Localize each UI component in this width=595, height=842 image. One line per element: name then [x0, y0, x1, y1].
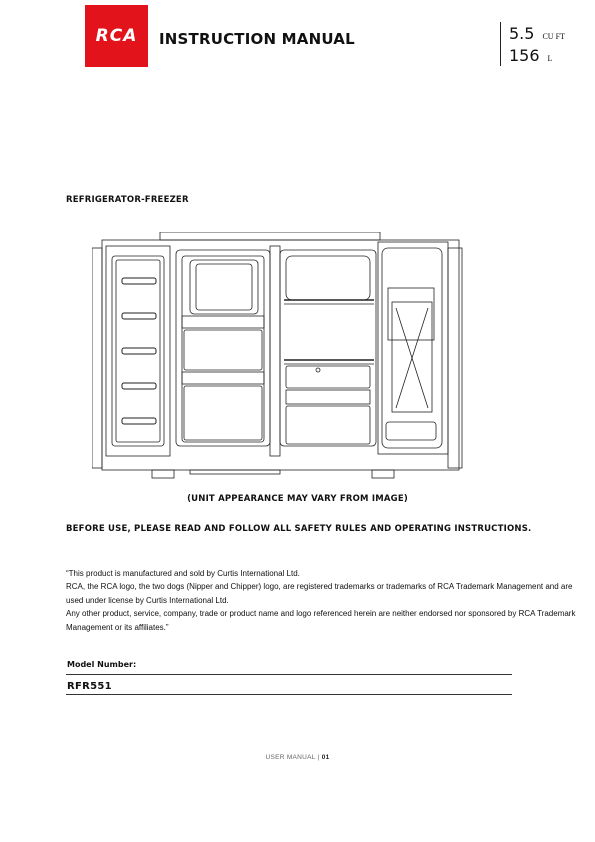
capacity-cuft-unit: CU FT [542, 32, 565, 41]
capacity-cuft [509, 24, 565, 43]
page-title: INSTRUCTION MANUAL [159, 30, 355, 48]
logo-text: RCA [95, 26, 138, 46]
divider [66, 674, 512, 675]
page-number: 01 [321, 754, 330, 761]
refrigerator-illustration [92, 232, 470, 480]
page-footer [0, 754, 595, 761]
capacity-liters-value: 156 [509, 46, 540, 65]
legal-line: Any other product, service, company, trade or product name and logo referenced herein are neither endorsed nor sponsored by RCA Trademark Management or its affiliates.” [66, 609, 576, 632]
capacity-divider [500, 22, 501, 66]
product-type: REFRIGERATOR-FREEZER [66, 195, 189, 205]
capacity-liters-unit: L [547, 54, 553, 63]
legal-line: “This product is manufactured and sold by Curtis International Ltd. [66, 569, 300, 578]
capacity-cuft-value: 5.5 [509, 24, 535, 43]
safety-notice: BEFORE USE, PLEASE READ AND FOLLOW ALL SAFETY RULES AND OPERATING INSTRUCTIONS. [66, 524, 532, 534]
model-number-value: RFR551 [67, 681, 112, 692]
legal-line: RCA, the RCA logo, the two dogs (Nipper and Chipper) logo, are registered trademarks or trademarks of RCA Trademark Management and are used under license by Curtis International Ltd. [66, 582, 573, 605]
capacity-liters [509, 46, 552, 65]
legal-notice [66, 567, 578, 634]
divider [66, 694, 512, 695]
rca-logo [85, 5, 148, 67]
image-caption: (UNIT APPEARANCE MAY VARY FROM IMAGE) [187, 494, 408, 504]
model-number-label: Model Number: [67, 660, 137, 669]
footer-text: USER MANUAL | [265, 754, 322, 761]
